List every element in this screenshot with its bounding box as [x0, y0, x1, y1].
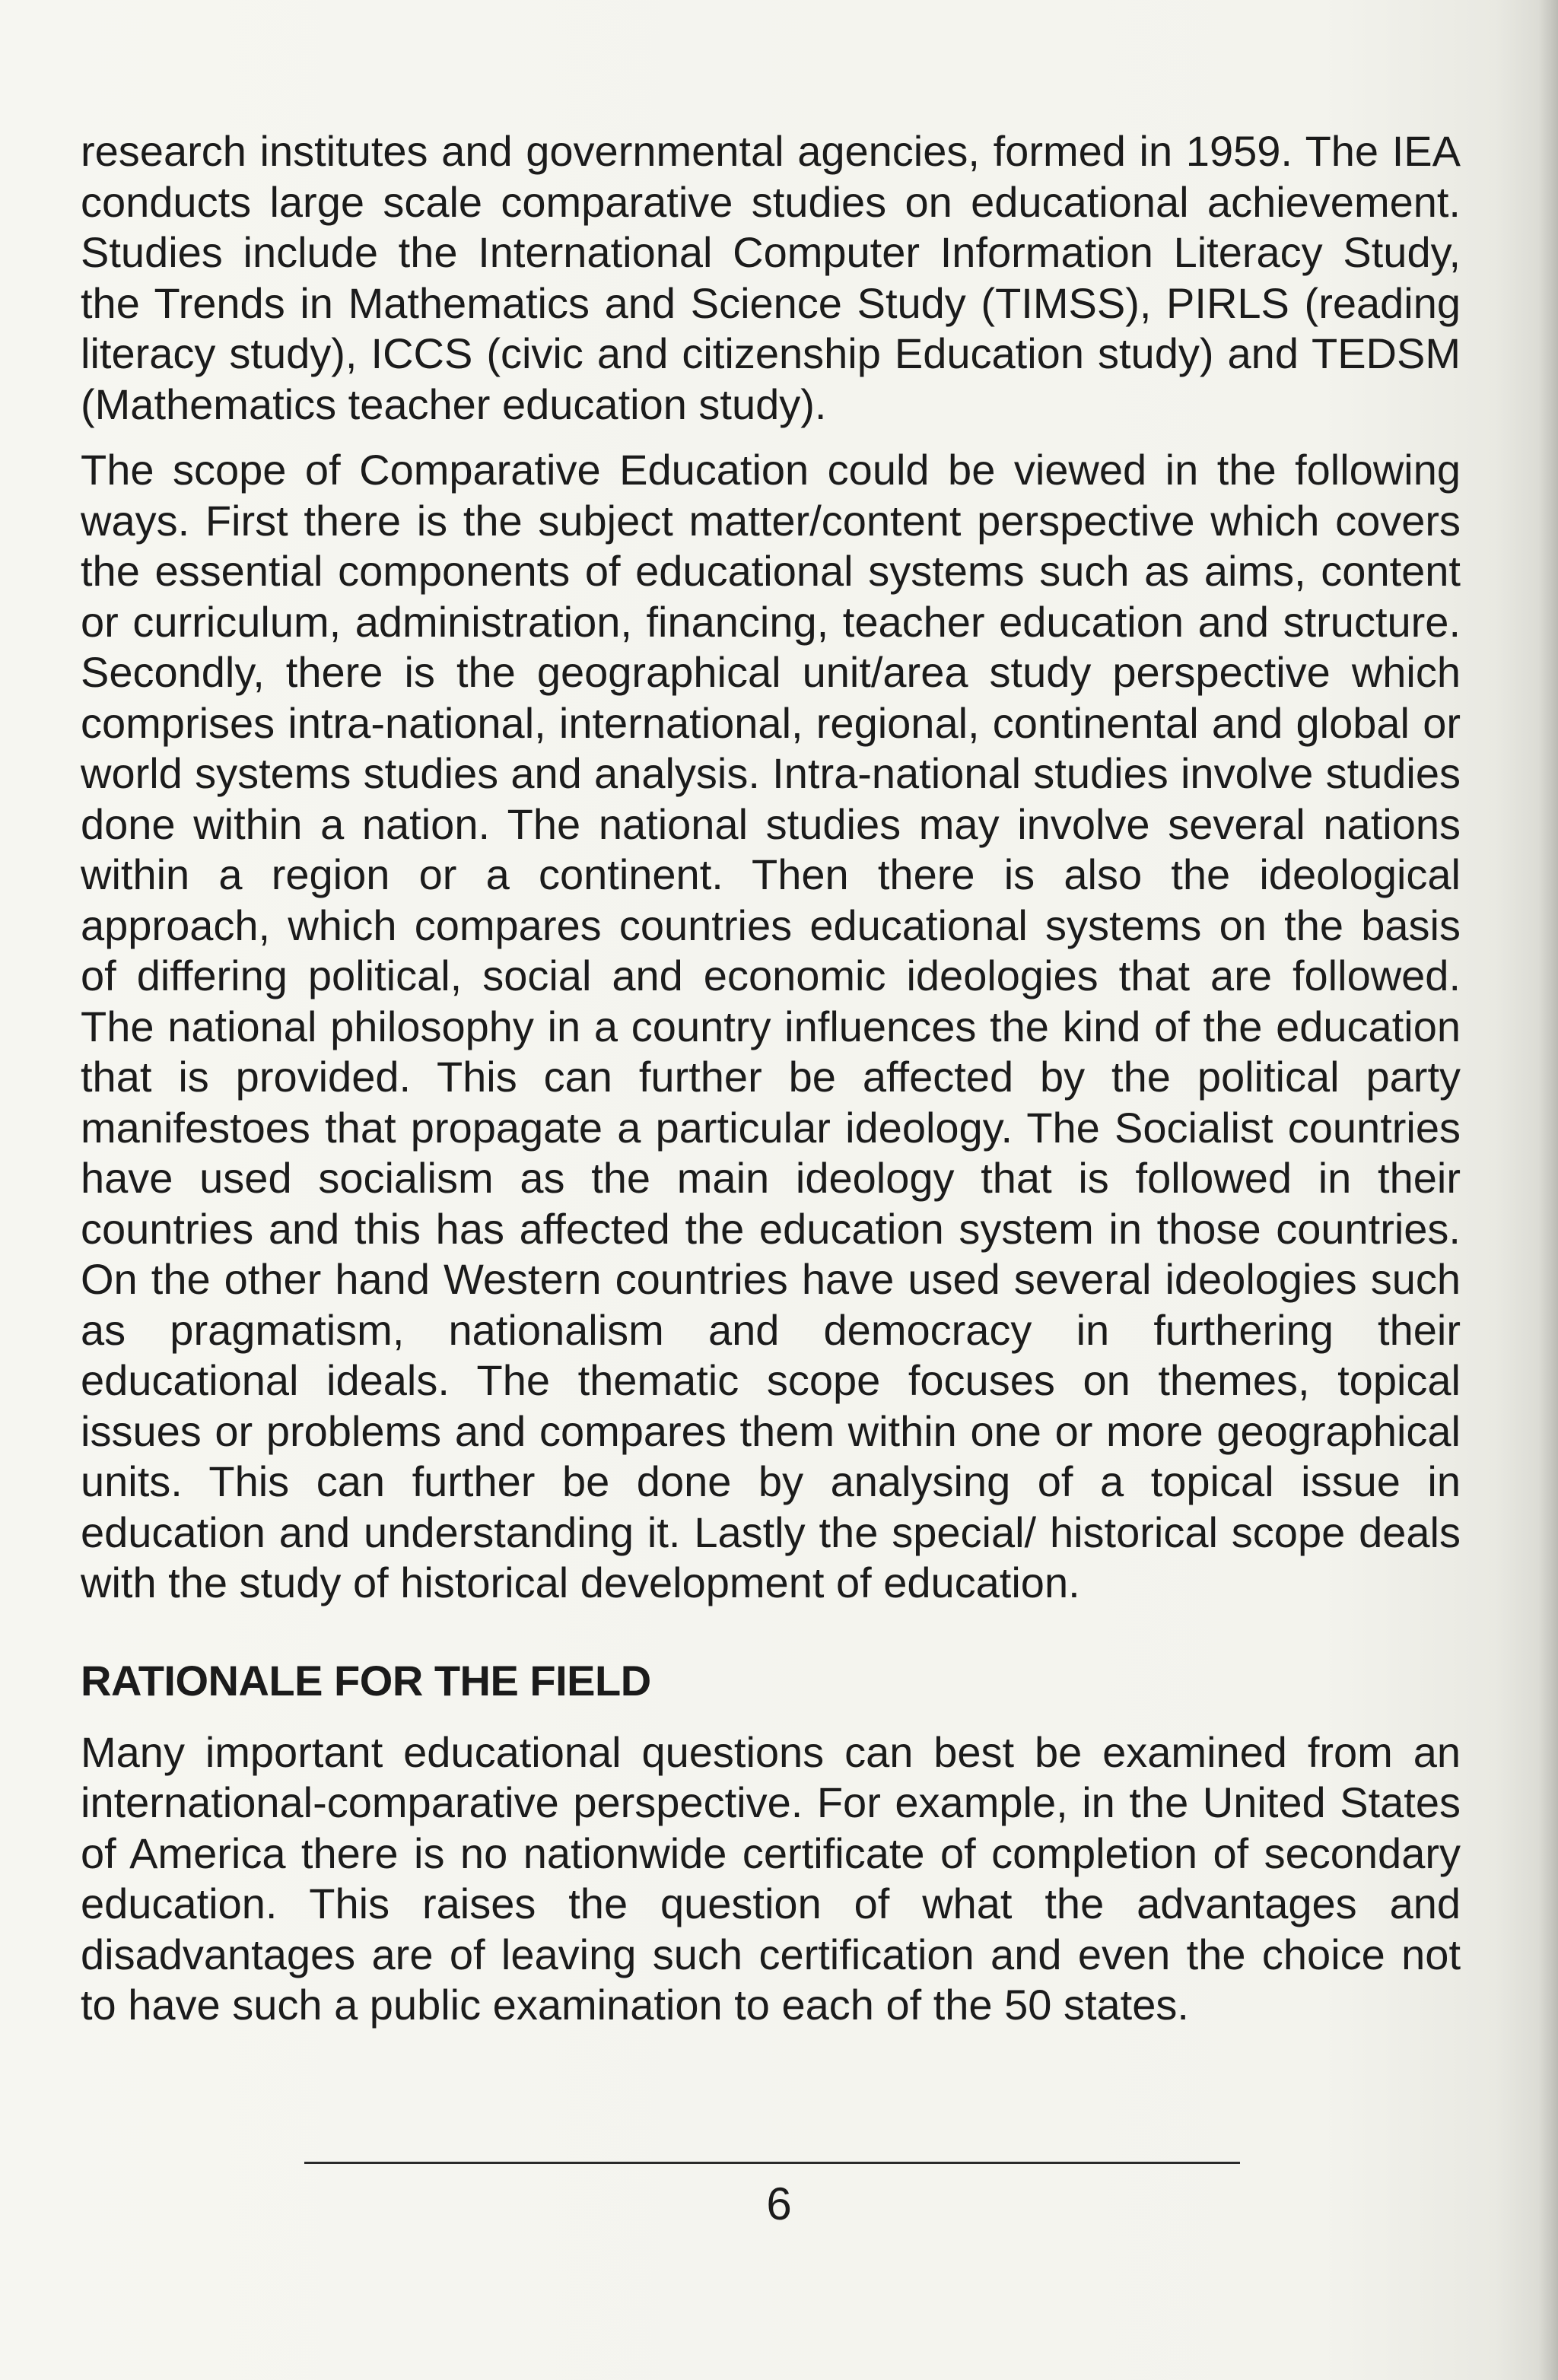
- page-body: [81, 126, 1461, 2031]
- paragraph-scope: The scope of Comparative Education could be viewed in the following ways. First there is the subject matter/content perspective which covers the essential components of educational systems such as aims, content or curriculum, administration, financing, teacher education and structure. Secondly, there is the geographical unit/area study perspective which comprises intra-national, international, regional, continental and global or world systems studies and analysis. Intra-national studies involve studies done within a nation. The national studies may involve several nations within a region or a continent. Then there is also the ideological approach, which compares countries educational systems on the basis of differing political, social and economic ideologies that are followed. The national philosophy in a country influences the kind of the education that is provided. This can further be affected by the political party manifestoes that propagate a particular ideology. The Socialist countries have used socialism as the main ideology that is followed in their countries and this has affected the education system in those countries. On the other hand Western countries have used several ideologies such as pragmatism, nationalism and democracy in furthering their educational ideals. The thematic scope focuses on themes, topical issues or problems and compares them within one or more geographical units. This can further be done by analysing of a topical issue in education and understanding it. Lastly the special/ historical scope deals with the study of historical development of education.: [81, 446, 1461, 1606]
- page-edge-shadow: [1538, 0, 1558, 2380]
- paragraph-iea-studies: research institutes and governmental agencies, formed in 1959. The IEA conducts large scale comparative studies on educational achievement. Studies include the International Computer Information Literacy Study, the Trends in Mathematics and Science Study (TIMSS), PIRLS (reading literacy study), ICCS (civic and citizenship Education study) and TEDSM (Mathematics teacher education study).: [81, 127, 1461, 428]
- page-number: 6: [766, 2178, 792, 2229]
- section-heading: RATIONALE FOR THE FIELD: [81, 1656, 651, 1705]
- paragraph-rationale: Many important educational questions can best be examined from an international-comparative perspective. For example, in the United States of America there is no nationwide certificate of completion of secondary education. This raises the question of what the advantages and disadvantages are of leaving such certification and even the choice not to have such a public examination to each of the 50 states.: [81, 1727, 1461, 2029]
- footer-rule: [304, 2162, 1240, 2164]
